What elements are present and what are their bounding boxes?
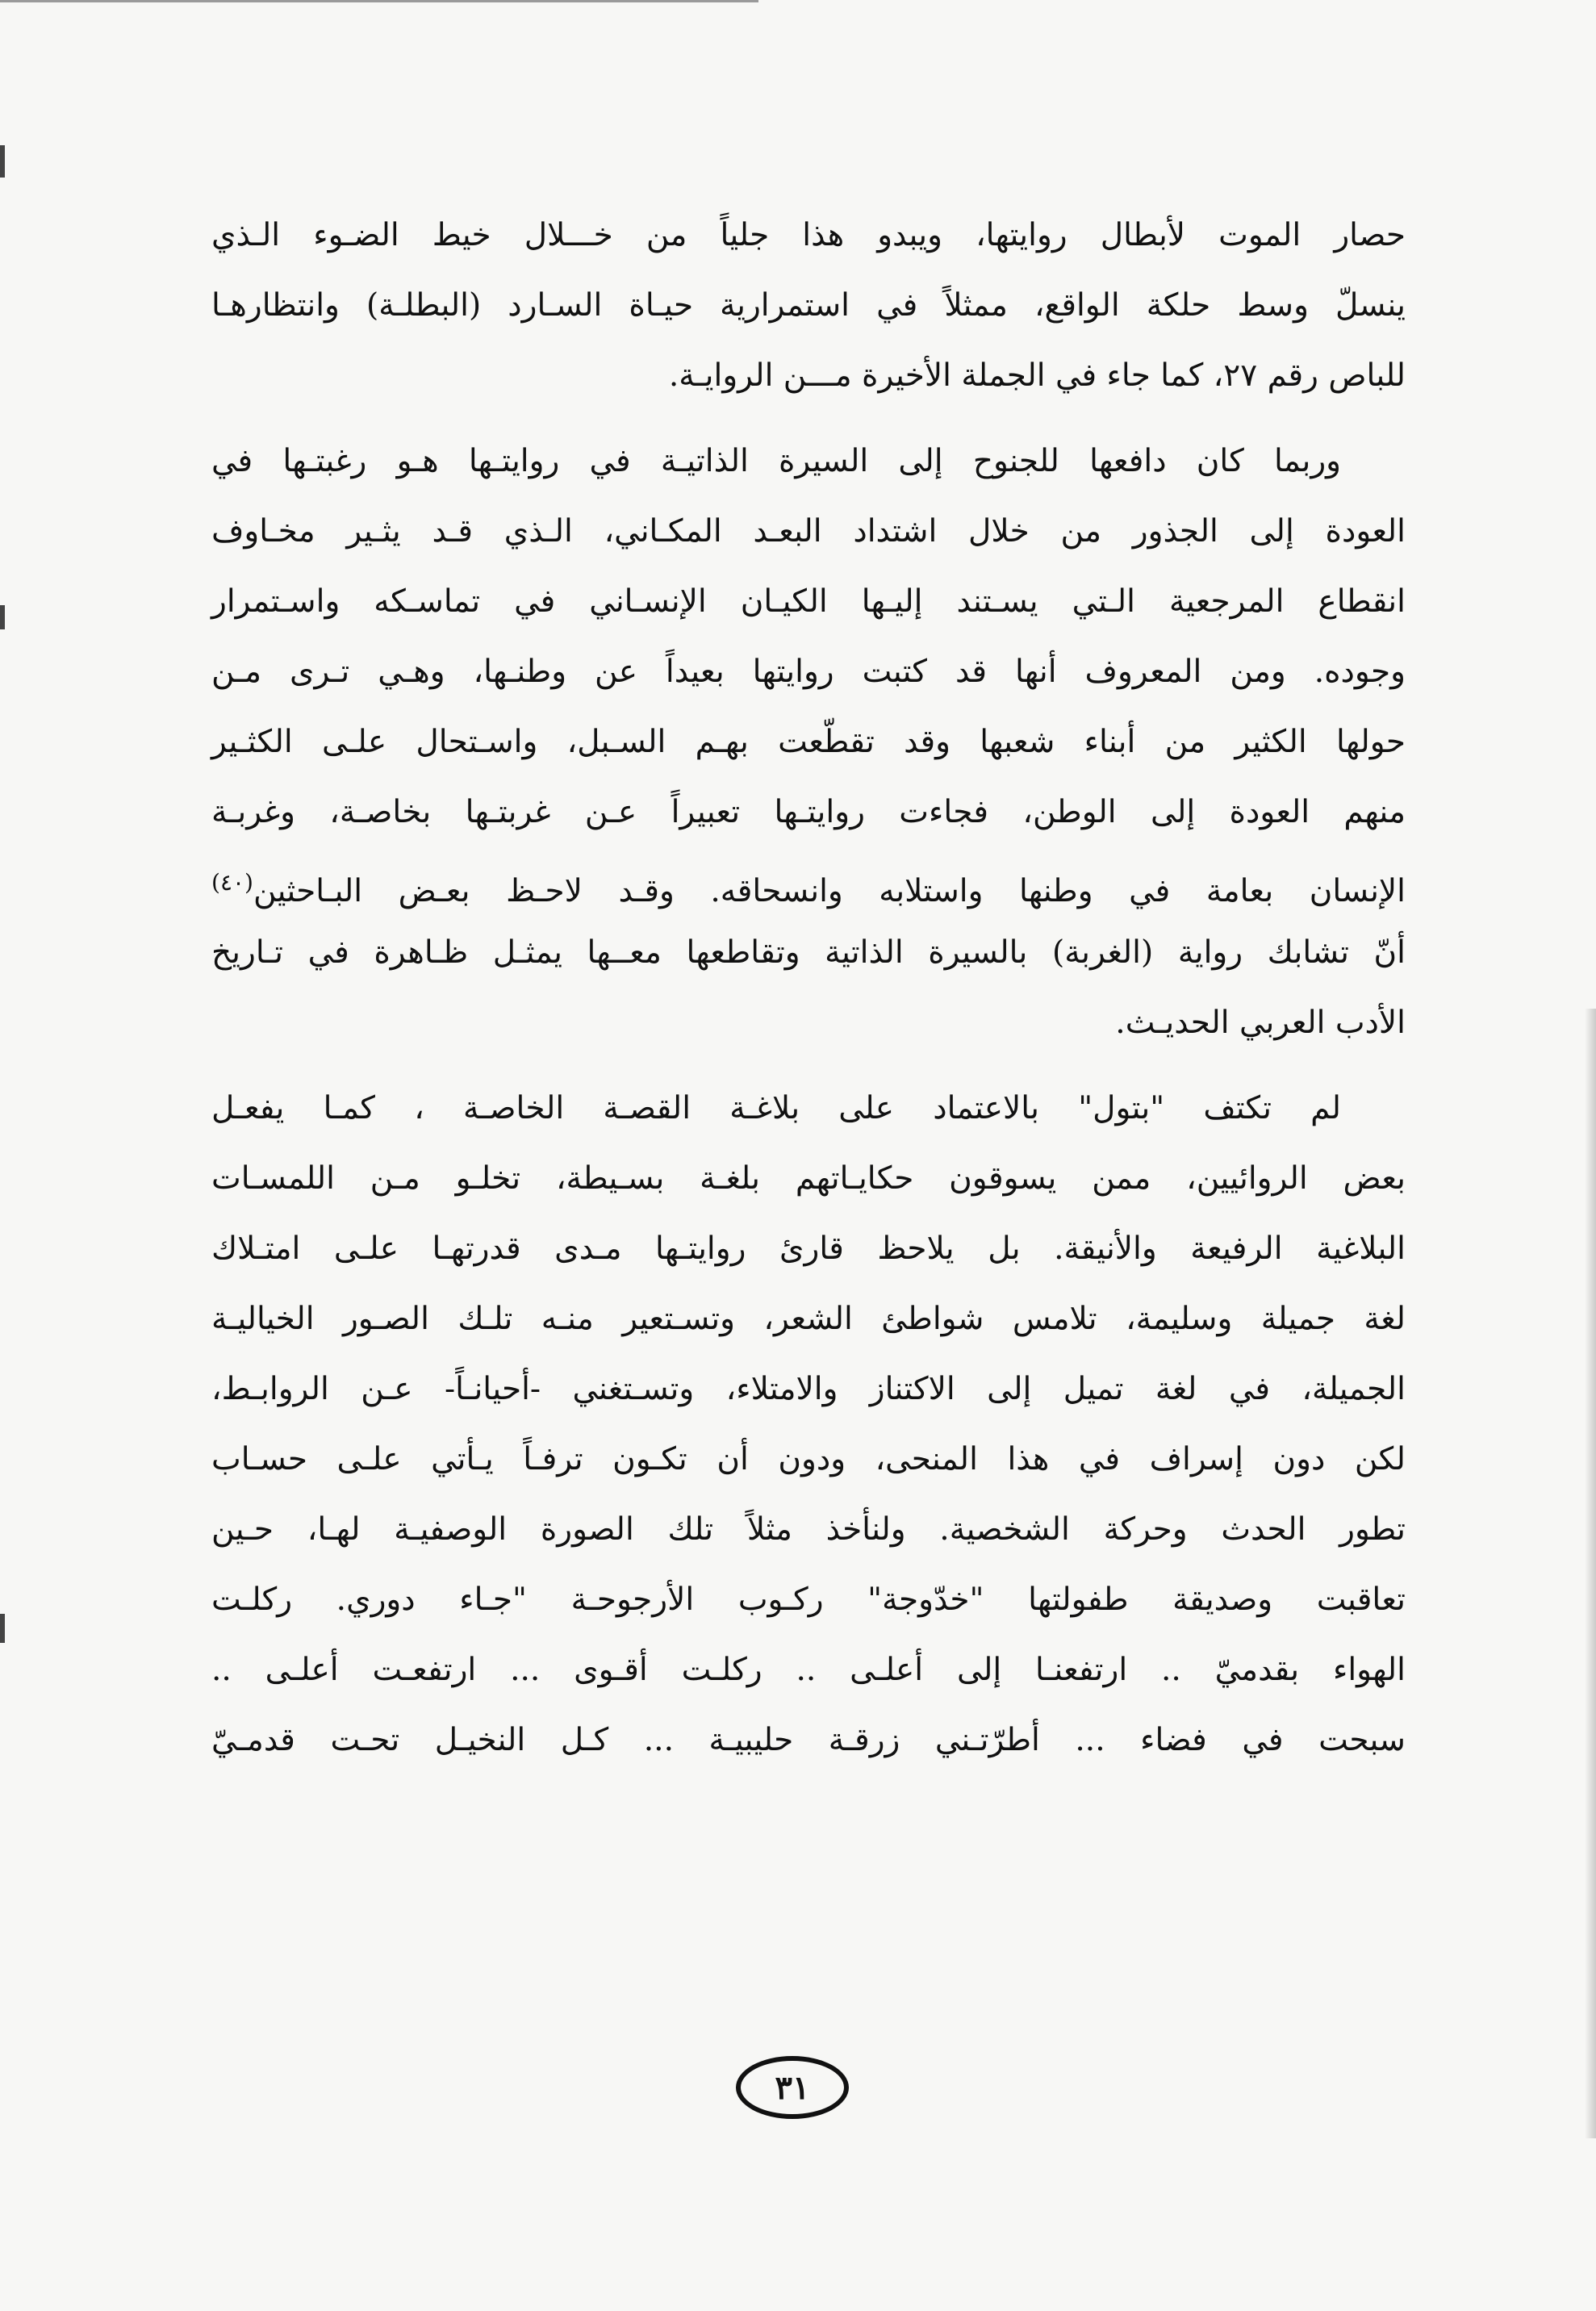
body-text: [211, 200, 1406, 1775]
text-line: أنّ تشابك رواية (الغربة) بالسيرة الذاتية وتقاطعها معــها يمثـل ظـاهرة في تـاريخ: [211, 934, 1406, 971]
text-line: للباص رقم ٢٧، كما جاء في الجملة الأخيرة مـــن الروايـة.: [668, 357, 1406, 394]
text-line: حولها الكثير من أبناء شعبها وقد تقطّعت بهـم السـبل، واسـتحال علـى الكثـير: [211, 724, 1406, 760]
text-line: منهم العودة إلى الوطن، فجاءت روايتـها تعبيراً عـن غربتـها بخاصـة، وغربـة: [211, 794, 1406, 830]
text-line: البلاغية الرفيعة والأنيقة. بل يلاحظ قارئ روايتـها مـدى قدرتهـا علـى امتـلاك: [211, 1231, 1406, 1267]
text-line: الأدب العربي الحديـث.: [1115, 1005, 1406, 1041]
left-scan-mark: [0, 1614, 5, 1643]
paragraph: [211, 1073, 1406, 1775]
paragraph: [211, 200, 1406, 411]
text-line: وربما كان دافعها للجنوح إلى السيرة الذاتيـة في روايتـها هـو رغبتـها في: [211, 443, 1341, 479]
text-line: حصار الموت لأبطال روايتها، ويبدو هذا جلياً من خـــلال خيط الضـوء الـذي: [211, 217, 1406, 253]
page-edge-shadow: [1585, 1009, 1596, 2138]
top-edge-rule: [0, 0, 758, 2]
text-line: ينسلّ وسط حلكة الواقع، ممثلاً في استمرارية حيـاة السـارد (البطلـة) وانتظارهـا: [211, 287, 1406, 324]
text-line: انقطاع المرجعية الـتي يسـتند إليـها الكيـان الإنسـاني في تماسـكه واسـتمرار: [211, 583, 1406, 620]
footnote-reference: (٤٠): [211, 869, 253, 896]
text-line: لكن دون إسراف في هذا المنحى، ودون أن تكـون ترفـاً يـأتي علـى حسـاب: [211, 1441, 1406, 1477]
text-line: بعض الروائيين، ممن يسوقون حكايـاتهم بلغـة بسـيطة، تخلـو مـن اللمسـات: [211, 1160, 1406, 1197]
text-line: الجميلة، في لغة تميل إلى الاكتناز والامتلاء، وتسـتغني -أحيانـاً- عـن الروابـط،: [211, 1371, 1406, 1407]
text-line: الهواء بقدميّ .. ارتفعنـا إلى أعلـى .. ركلـت أقـوى ... ارتفعـت أعلـى ..: [211, 1652, 1406, 1688]
paragraph: [211, 426, 1406, 1058]
text-line: العودة إلى الجذور من خلال اشتداد البعـد المكـاني، الـذي قـد يثـير مخـاوف: [211, 513, 1406, 550]
text-line-body: الإنسان بعامة في وطنها واستلابه وانسحاقه. وقـد لاحـظ بعـض البـاحثين: [253, 873, 1406, 909]
left-scan-mark: [0, 605, 5, 629]
text-line: لم تكتف "بتول" بالاعتماد على بلاغـة القصـة الخاصـة ، كمـا يفعـل: [211, 1090, 1341, 1126]
text-line: سبحت في فضاء ... أطرّتـني زرقـة حليبيـة ... كـل النخيـل تحـت قدمـيّ: [211, 1722, 1406, 1758]
text-line: تطور الحدث وحركة الشخصية. ولنأخذ مثلاً تلك الصورة الوصفيـة لهـا، حـين: [211, 1511, 1406, 1548]
left-scan-mark: [0, 145, 5, 178]
page-number: ٣١: [736, 2056, 849, 2119]
text-line: [211, 847, 1406, 917]
text-line: لغة جميلة وسليمة، تلامس شواطئ الشعر، وتسـتعير منـه تلـك الصـور الخياليـة: [211, 1301, 1406, 1337]
text-line: وجوده. ومن المعروف أنها قد كتبت روايتها بعيداً عن وطنـها، وهـي تـرى مـن: [211, 654, 1406, 690]
text-line: تعاقبت وصديقة طفولتها "خدّوجة" ركـوب الأرجوحـة "جـاء دوري. ركلـت: [211, 1582, 1406, 1618]
